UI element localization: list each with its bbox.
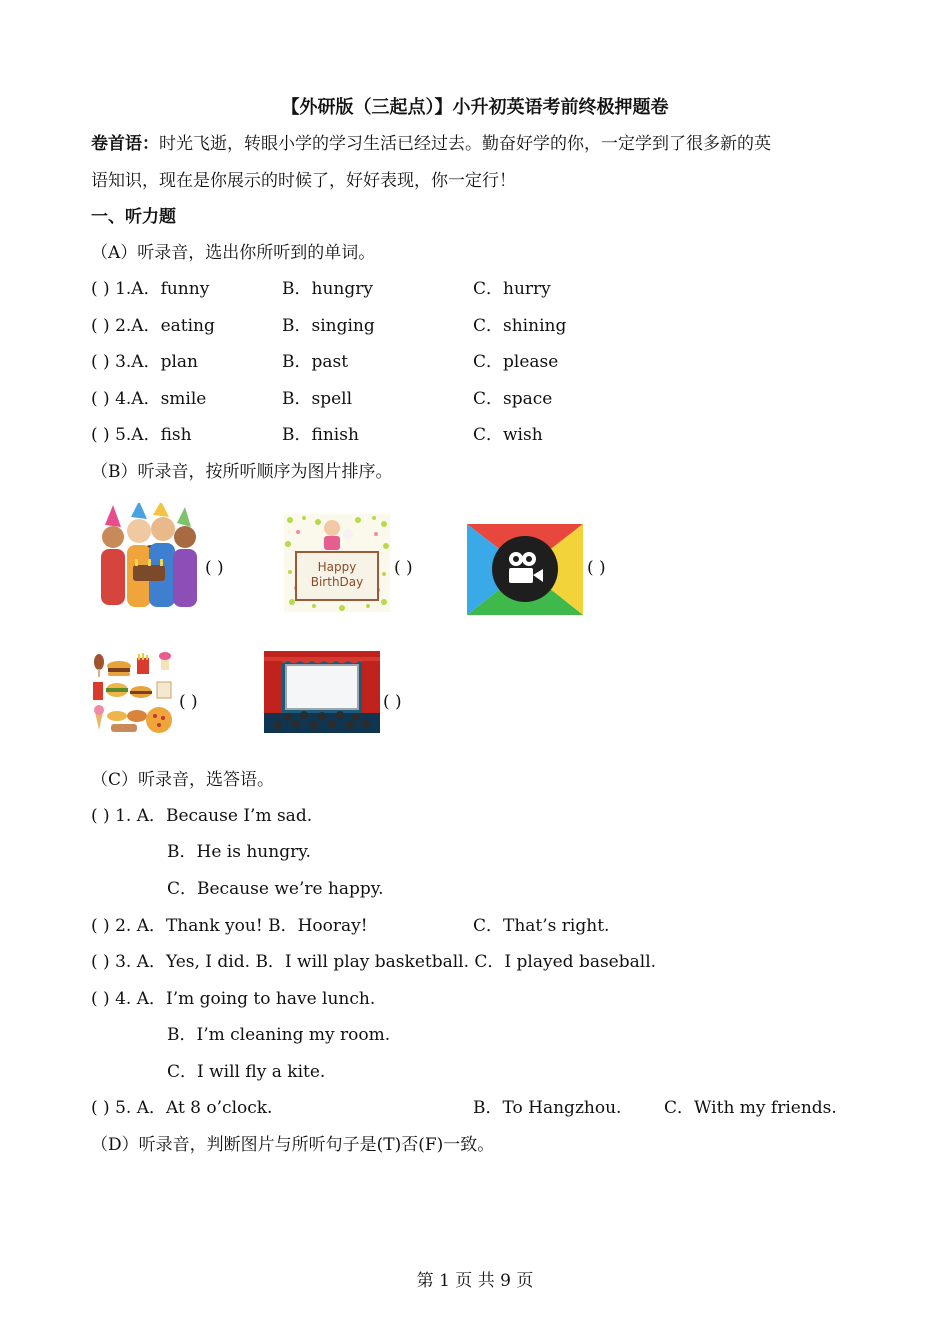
preface-line-1 [91,129,771,154]
part-a-q5-a: ( ) 5.A．fish [91,425,192,445]
part-c-q4-b: B．I’m cleaning my room. [167,1025,391,1045]
part-a-q2-b: B．singing [282,316,375,336]
part-c-q1-a: ( ) 1. A．Because I’m sad. [91,806,313,826]
part-a-q3-b: B．past [282,352,349,372]
rank-paren-2[interactable]: ( ) [394,558,413,578]
birthday-card-text: Happy BirthDay [310,560,364,589]
part-a-q1-a: ( ) 1.A．funny [91,279,210,299]
part-a-instruction: （A）听录音，选出你所听到的单词。 [91,243,376,263]
rank-paren-4[interactable]: ( ) [179,692,198,712]
part-a-q5-c: C．wish [473,425,543,445]
cinema-image [264,651,380,733]
part-c-q4-a: ( ) 4. A．I’m going to have lunch. [91,989,376,1009]
part-a-q1-b: B．hungry [282,279,373,299]
part-b-instruction: （B）听录音，按所听顺序为图片排序。 [91,462,393,482]
party-people-image [91,503,207,613]
page-title: 【外研版（三起点）】小升初英语考前终极押题卷 [281,97,669,118]
preface-line-2: 语知识，现在是你展示的时候了，好好表现，你一定行！ [91,171,516,191]
part-c-q5-a: ( ) 5. A．At 8 o’clock. [91,1098,273,1118]
preface-label: 卷首语： [91,134,159,154]
part-a-q4-b: B．spell [282,389,353,409]
part-c-q5-b: B．To Hangzhou. [473,1098,622,1118]
rank-paren-1[interactable]: ( ) [205,558,224,578]
rank-paren-5[interactable]: ( ) [383,692,402,712]
part-d-instruction: （D）听录音，判断图片与所听句子是(T)否(F)一致。 [91,1135,495,1155]
part-c-q2-a: ( ) 2. A．Thank you! B．Hooray! [91,916,368,936]
part-a-q5-b: B．finish [282,425,359,445]
part-c-q3-a: ( ) 3. A．Yes, I did. B．I will play basketball. C．I played baseball. [91,952,657,972]
part-a-q4-c: C．space [473,389,553,409]
part-c-q1-c: C．Because we’re happy. [167,879,384,899]
part-c-q2-c: C．That’s right. [473,916,610,936]
part-a-q3-a: ( ) 3.A．plan [91,352,198,372]
section-heading: 一、听力题 [91,207,176,227]
birthday-card-image [284,514,390,612]
part-a-q1-c: C．hurry [473,279,551,299]
fast-food-image [91,652,175,736]
part-c-q1-b: B．He is hungry. [167,842,311,862]
part-c-instruction: （C）听录音，选答语。 [91,770,275,790]
part-c-q4-c: C．I will fly a kite. [167,1062,326,1082]
part-a-q2-a: ( ) 2.A．eating [91,316,215,336]
part-a-q2-c: C．shining [473,316,567,336]
part-a-q4-a: ( ) 4.A．smile [91,389,207,409]
page-footer: 第 1 页 共 9 页 [416,1271,534,1291]
part-a-q3-c: C．please [473,352,559,372]
rank-paren-3[interactable]: ( ) [587,558,606,578]
preface-text-1: 时光飞逝，转眼小学的学习生活已经过去。勤奋好学的你，一定学到了很多新的英 [159,134,771,154]
part-c-q5-c: C．With my friends. [664,1098,837,1118]
movie-camera-image [467,524,583,615]
